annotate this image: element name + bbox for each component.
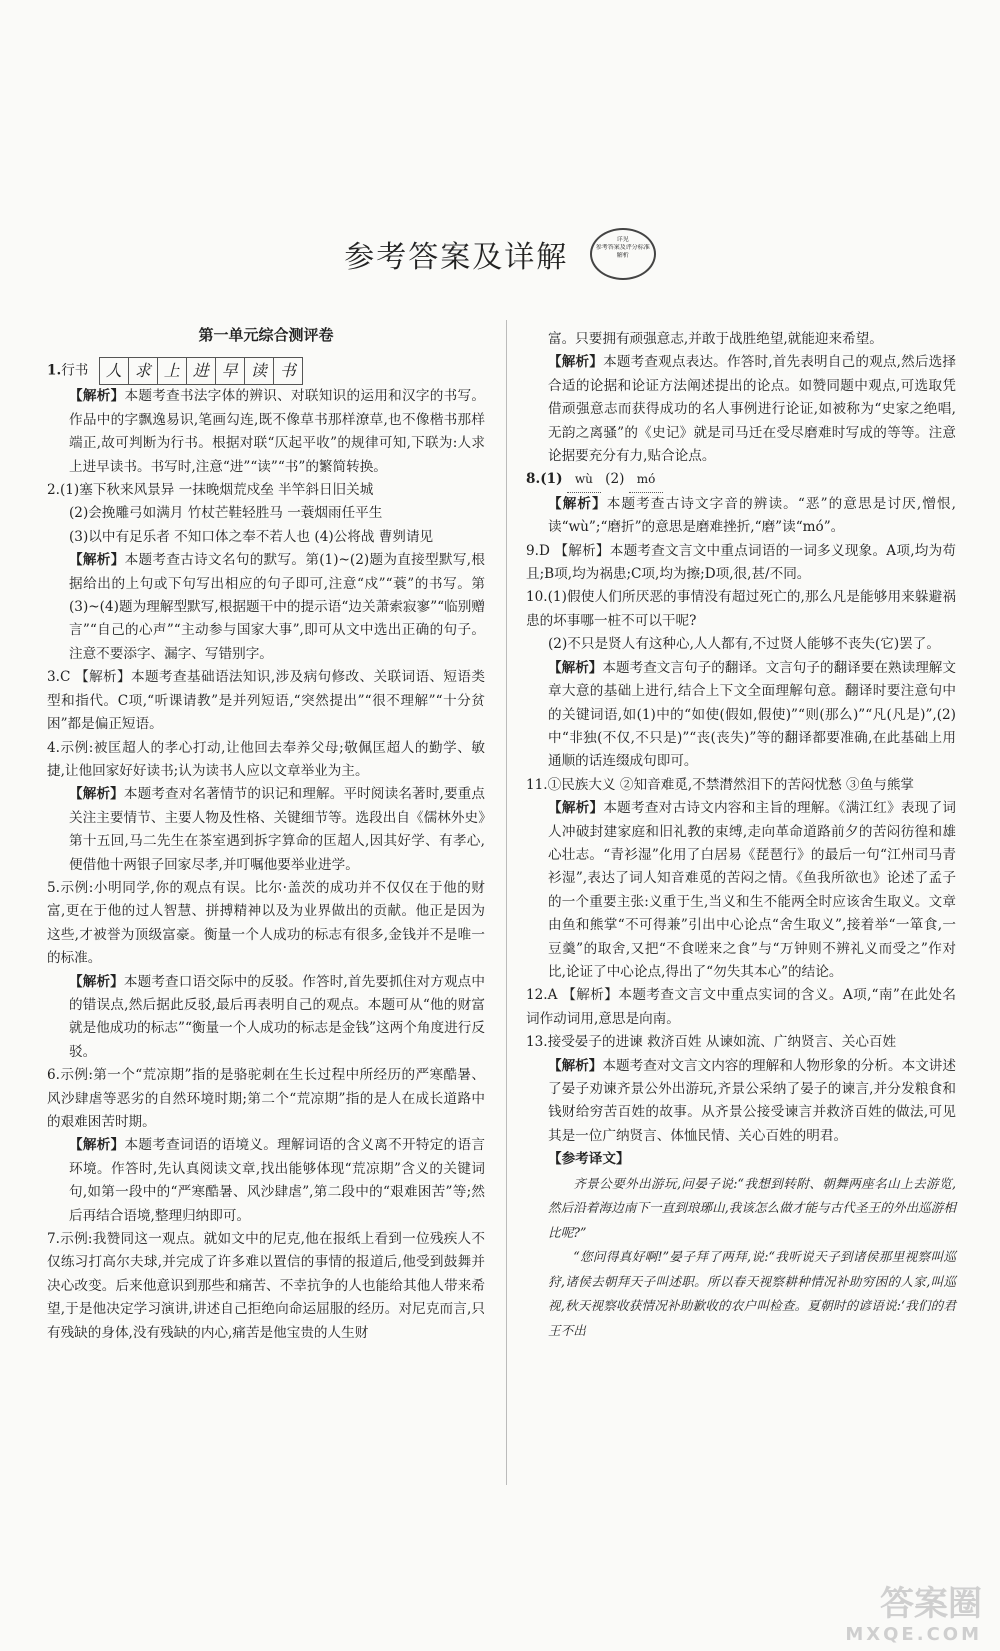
- page-title-text: 参考答案及详解: [344, 240, 569, 275]
- right-column: [526, 328, 956, 1343]
- left-column: [47, 328, 485, 1345]
- answer-8: 8.(1) wù (2) mó: [526, 468, 956, 492]
- answer-2a: 2.(1)塞下秋来风景异 一抹晚烟荒戍垒 半竿斜日旧关城: [47, 482, 374, 499]
- answer-1-value: 行书: [61, 362, 89, 379]
- answer-10b: (2)不只是贤人有这种心,人人都有,不过贤人能够不丧失(它)罢了。: [548, 636, 940, 653]
- explanation-2: 【解析】本题考查古诗文名句的默写。第(1)~(2)题为直接型默写,根据给出的上句或下句写出相应的句子即可,注意“戍”“蓑”的书写。第(3)~(4)题为理解型默写,根据题干中的提示语“边关萧索寂寥”“临别赠言”“自己的心声”“主动参与国家大事”,即可从文中选出正确的句子。注意不要添字、漏字、写错别字。: [69, 552, 485, 662]
- seal-stamp: [590, 228, 656, 280]
- answer-11: 11.①民族大义 ②知音难觅,不禁潸然泪下的苦闷忧愁 ③鱼与熊掌: [526, 776, 915, 793]
- pinyin-1: wù: [567, 468, 601, 492]
- explanation-11: 【解析】本题考查对古诗文内容和主旨的理解。《满江红》表现了词人冲破封建家庭和旧礼教的束缚,走向革命道路前夕的苦闷彷徨和雄心壮志。“青衫湿”化用了白居易《琵琶行》的最后一句“江州司马青衫湿”,表达了词人知音难觅的苦闷之情。《鱼我所欲也》论述了孟子的一个重要主张:义重于生,当义和生不能两全时应该舍生取义。文章由鱼和熊掌“不可得兼”引出中心论点“舍生取义”,接着举“一箪食,一豆羹”的取舍,又把“不食嗟来之食”与“万钟则不辨礼义而受之”作对比,论证了中心论点,得出了“勿失其本心”的结论。: [548, 800, 957, 980]
- explanation-1: 【解析】本题考查书法字体的辨识、对联知识的运用和汉字的书写。作品中的字飘逸易识,笔画勾连,既不像草书那样潦草,也不像楷书那样端正,故可判断为行书。根据对联“仄起平收”的规律可知,下联为:人求上进早读书。书写时,注意“进”“读”“书”的繁简转换。: [69, 388, 486, 475]
- answer-12: 12.A 【解析】本题考查文言文中重点实词的含义。A项,“南”在此处名词作动词用,意思是向南。: [526, 987, 956, 1027]
- column-divider: [506, 320, 507, 1485]
- answer-1: 1.行书 人 求 上 进 早 读 书: [47, 357, 485, 385]
- translation-paragraph-1: 齐景公要外出游玩,问晏子说:“我想到转附、朝舞两座名山上去游览,然后沿着海边南下一直到琅琊山,我该怎么做才能与古代圣王的外出巡游相比呢?”: [548, 1175, 956, 1240]
- explanation-6: 【解析】本题考查词语的语境义。理解词语的含义离不开特定的语言环境。作答时,先认真阅读文章,找出能够体现“荒凉期”含义的关键词句,如第一段中的“严寒酷暑、风沙肆虐”,第二段中的“艰难困苦”等;然后再结合语境,整理归纳即可。: [69, 1137, 486, 1224]
- answer-2c: (3)以中有足乐者 不知口体之奉不若人也 (4)公将战 曹刿请见: [69, 528, 434, 545]
- answer-10a: 10.(1)假使人们所厌恶的事情没有超过死亡的,那么凡是能够用来躲避祸患的坏事哪一桩不可以干呢?: [526, 589, 956, 629]
- explanation-4: 【解析】本题考查对名著情节的识记和理解。平时阅读名著时,要重点关注主要情节、主要人物及性格、关键细节等。选段出自《儒林外史》第十五回,马二先生在茶室遇到拆字算命的匡超人,因其好学、有孝心,便借他十两银子回家尽孝,并叮嘱他要举业进学。: [69, 786, 485, 873]
- grid-char: 上: [158, 357, 187, 385]
- answer-4: 4.示例:被匡超人的孝心打动,让他回去奉养父母;敬佩匡超人的勤学、敏捷,让他回家好好读书;认为读书人应以文章举业为主。: [47, 739, 485, 779]
- watermark-logo: 答案圈: [880, 1584, 982, 1624]
- calligraphy-grid: [99, 357, 303, 385]
- explanation-7: 【解析】本题考查观点表达。作答时,首先表明自己的观点,然后选择合适的论据和论证方法阐述提出的论点。如赞同题中观点,可选取凭借顽强意志而获得成功的名人事例进行论证,如被称为“史家之绝唱,无韵之离骚”的《史记》就是司马迁在受尽磨难时写成的等等。注意论据要充分有力,贴合论点。: [548, 354, 957, 465]
- answer-2b: (2)会挽雕弓如满月 竹杖芒鞋轻胜马 一蓑烟雨任平生: [69, 505, 383, 522]
- grid-char: 人: [99, 357, 129, 385]
- explanation-10: 【解析】本题考查文言句子的翻译。文言句子的翻译要在熟读理解文章大意的基础上进行,结合上下文全面理解句意。翻译时要注意句中的关键词语,如(1)中的“如使(假如,假使)”“则(那么)”“凡(凡是)”,(2)中“非独(不仅,不只是)”“丧(丧失)”等的翻译都要准确,在此基础上用通顺的话连缀成句即可。: [548, 659, 957, 770]
- grid-char: 读: [245, 357, 274, 385]
- page-title: [0, 228, 1000, 280]
- reference-translation-label: 【参考译文】: [548, 1151, 630, 1168]
- pinyin-2: mó: [629, 468, 664, 492]
- answer-5: 5.示例:小明同学,你的观点有误。比尔·盖茨的成功并不仅仅在于他的财富,更在于他的过人智慧、拼搏精神以及为业界做出的贡献。他正是因为这些,才被誉为顶级富豪。衡量一个人成功的标志有很多,金钱并不是唯一的标准。: [47, 879, 485, 967]
- grid-char: 书: [274, 357, 303, 385]
- answer-9: 9.D 【解析】本题考查文言文中重点词语的一词多义现象。A项,均为苟且;B项,均为祸患;C项,均为擦;D项,很,甚/不同。: [526, 542, 956, 583]
- translation-paragraph-2: “您问得真好啊!”晏子拜了两拜,说:“我听说天子到诸侯那里视察叫巡狩,诸侯去朝拜天子叫述职。所以春天视察耕种情况补助穷困的人家,叫巡视,秋天视察收获情况补助歉收的农户叫检查。夏朝时的谚语说:‘我们的君王不出: [548, 1249, 956, 1338]
- stamp-line-3: 解析: [616, 251, 629, 259]
- answer-13: 13.接受晏子的进谏 救济百姓 从谏如流、广纳贤言、关心百姓: [526, 1034, 897, 1051]
- unit-heading: 第一单元综合测评卷: [198, 326, 334, 344]
- explanation-8: 【解析】本题考查古诗文字音的辨读。“恶”的意思是讨厌,憎恨,读“wù”;“磨折”的意思是磨难挫折,“磨”读“mó”。: [548, 495, 956, 536]
- grid-char: 求: [129, 357, 158, 385]
- answer-3: 3.C 【解析】本题考查基础语法知识,涉及病句修改、关联词语、短语类型和指代。C项,“听课请教”是并列短语,“突然提出”“很不理解”“十分贫困”都是偏正短语。: [47, 669, 485, 733]
- answer-7: 7.示例:我赞同这一观点。就如文中的尼克,他在报纸上看到一位残疾人不仅练习打高尔夫球,并完成了许多难以置信的事情的报道后,他受到鼓舞并决心改变。后来他意识到那些和痛苦、不幸抗争的人也能给其他人带来希望,于是他决定学习演讲,讲述自己拒绝向命运屈服的经历。对尼克而言,只有残缺的身体,没有残缺的内心,痛苦是他宝贵的人生财: [47, 1231, 485, 1341]
- answer-7-continued: 富。只要拥有顽强意志,并敢于战胜绝望,就能迎来希望。: [548, 331, 883, 347]
- watermark-url: MXQE.COM: [845, 1624, 982, 1645]
- answer-6: 6.示例:第一个“荒凉期”指的是骆驼刺在生长过程中所经历的严寒酷暑、风沙肆虐等恶劣的自然环境时期;第二个“荒凉期”指的是人在成长道路中的艰难困苦时期。: [47, 1067, 485, 1130]
- grid-char: 进: [187, 357, 216, 385]
- stamp-line-2: 参考答案及评分标准: [595, 243, 650, 251]
- explanation-13: 【解析】本题考查对文言文内容的理解和人物形象的分析。本文讲述了晏子劝谏齐景公外出游玩,齐景公采纳了晏子的谏言,并分发粮食和钱财给穷苦百姓的故事。从齐景公接受谏言并救济百姓的做法,可见其是一位广纳贤言、体恤民情、关心百姓的明君。: [548, 1057, 957, 1144]
- explanation-5: 【解析】本题考查口语交际中的反驳。作答时,首先要抓住对方观点中的错误点,然后据此反驳,最后再表明自己的观点。本题可从“他的财富就是他成功的标志”“衡量一个人成功的标志是金钱”这两个角度进行反驳。: [69, 973, 485, 1060]
- stamp-line-1: 详见: [616, 236, 629, 243]
- grid-char: 早: [216, 357, 245, 385]
